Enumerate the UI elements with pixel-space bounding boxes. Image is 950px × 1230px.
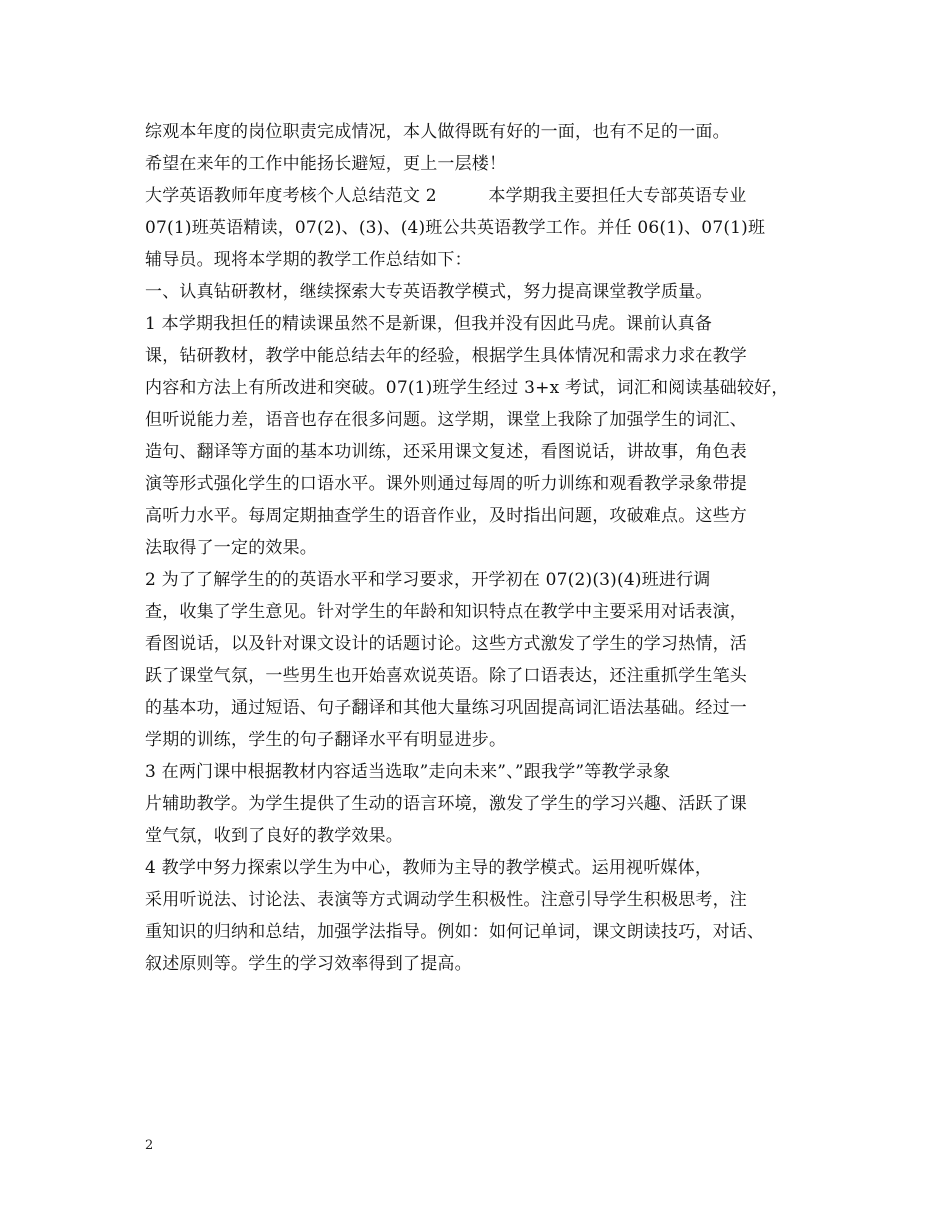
body-line: 重知识的归纳和总结，加强学法指导。例如：如何记单词，课文朗读技巧，对话、 <box>145 922 765 942</box>
body-line: 课，钻研教材，教学中能总结去年的经验，根据学生具体情况和需求力求在教学 <box>145 346 747 366</box>
body-line: 辅导员。现将本学期的教学工作总结如下： <box>145 250 472 270</box>
body-line: 2 为了了解学生的的英语水平和学习要求，开学初在 07(2)(3)(4)班进行调 <box>145 570 711 590</box>
body-line: 学期的训练，学生的句子翻译水平有明显进步。 <box>145 730 507 750</box>
body-line: 1 本学期我担任的精读课虽然不是新课，但我并没有因此马虎。课前认真备 <box>145 314 713 334</box>
document-body <box>145 116 817 980</box>
body-line: 高听力水平。每周定期抽查学生的语音作业，及时指出问题，攻破难点。这些方 <box>145 506 747 526</box>
body-line: 跃了课堂气氛，一些男生也开始喜欢说英语。除了口语表达，还注重抓学生笔头 <box>145 666 747 686</box>
body-line: 大学英语教师年度考核个人总结范文 2 本学期我主要担任大专部英语专业 <box>145 186 747 206</box>
body-line: 片辅助教学。为学生提供了生动的语言环境，激发了学生的学习兴趣、活跃了课 <box>145 794 747 814</box>
body-line: 一、认真钻研教材，继续探索大专英语教学模式，努力提高课堂教学质量。 <box>145 282 713 302</box>
body-line: 看图说话，以及针对课文设计的话题讨论。这些方式激发了学生的学习热情，活 <box>145 634 747 654</box>
body-line: 查，收集了学生意见。针对学生的年龄和知识特点在教学中主要采用对话表演， <box>145 602 747 622</box>
body-line: 叙述原则等。学生的学习效率得到了提高。 <box>145 954 472 974</box>
body-line: 演等形式强化学生的口语水平。课外则通过每周的听力训练和观看教学录象带提 <box>145 474 747 494</box>
body-line: 的基本功，通过短语、句子翻译和其他大量练习巩固提高词汇语法基础。经过一 <box>145 698 747 718</box>
body-line: 堂气氛，收到了良好的教学效果。 <box>145 826 403 846</box>
body-line: 综观本年度的岗位职责完成情况，本人做得既有好的一面，也有不足的一面。 <box>145 122 730 142</box>
body-line: 07(1)班英语精读，07(2)、(3)、(4)班公共英语教学工作。并任 06(1)、07(1)班 <box>145 218 766 238</box>
body-line: 希望在来年的工作中能扬长避短，更上一层楼！ <box>145 154 507 174</box>
body-line: 4 教学中努力探索以学生为中心，教师为主导的教学模式。运用视听媒体， <box>145 858 713 878</box>
body-line: 法取得了一定的效果。 <box>145 538 317 558</box>
body-line: 内容和方法上有所改进和突破。07(1)班学生经过 3+x 考试，词汇和阅读基础较好， <box>145 378 789 398</box>
body-line: 但听说能力差，语音也存在很多问题。这学期，课堂上我除了加强学生的词汇、 <box>145 410 747 430</box>
body-line: 3 在两门课中根据教材内容适当选取”走向未来”、”跟我学”等教学录象 <box>145 762 671 782</box>
body-line: 采用听说法、讨论法、表演等方式调动学生积极性。注意引导学生积极思考，注 <box>145 890 747 910</box>
body-line: 造句、翻译等方面的基本功训练，还采用课文复述，看图说话，讲故事，角色表 <box>145 442 747 462</box>
page-number: 2 <box>145 1138 154 1153</box>
